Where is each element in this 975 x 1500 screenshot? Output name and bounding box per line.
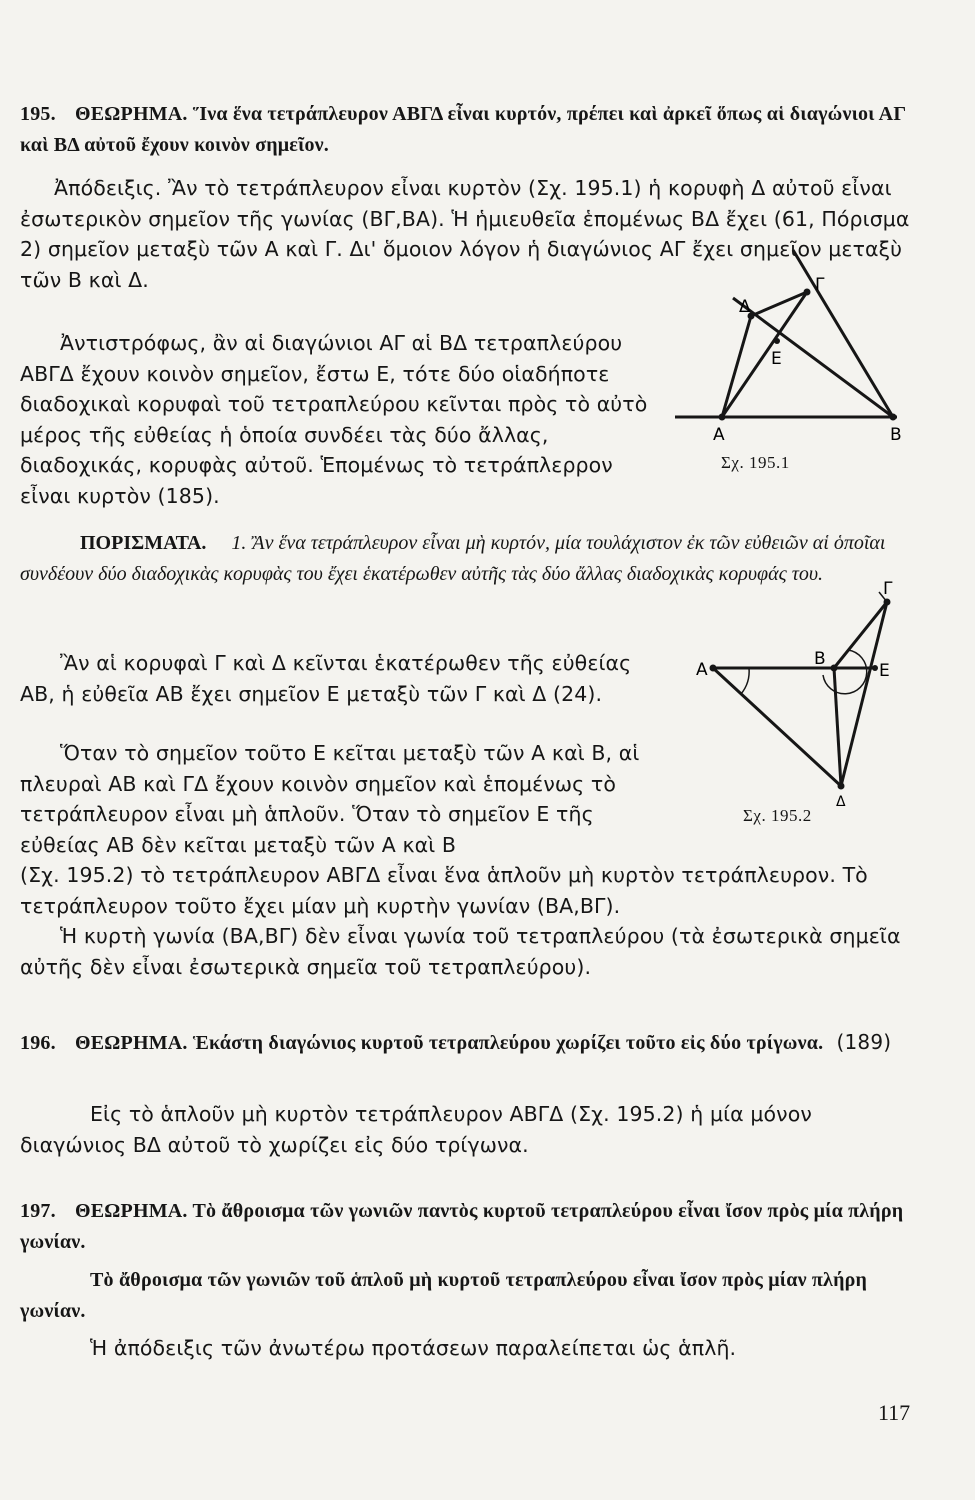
label-d: Δ <box>739 297 751 317</box>
theorem-statement: Τὸ ἄθροισμα τῶν γωνιῶν παντὸς κυρτοῦ τετραπλεύρου εἶναι ἴσον πρὸς μία πλήρη γωνίαν. <box>20 1200 904 1253</box>
section-number: 197. <box>20 1200 56 1222</box>
theorem-197 <box>20 1196 910 1258</box>
theorem-statement: Ἵνα ἕνα τετράπλευρον ΑΒΓΔ εἶναι κυρτόν, πρέπει καὶ ἀρκεῖ ὅπως αἱ διαγώνιοι ΑΓ καὶ ΒΔ αὐτοῦ ἔχουν κοινὸν σημεῖον. <box>20 103 906 156</box>
theorem-reference: (189) <box>836 1030 892 1054</box>
point-g <box>884 599 891 606</box>
point-g <box>804 289 811 296</box>
angle-arc-a <box>741 668 749 694</box>
point-e <box>872 665 878 671</box>
point-b <box>831 665 838 672</box>
section-number: 195. <box>20 103 56 125</box>
label-b: Β <box>890 425 902 445</box>
point-a <box>719 414 726 421</box>
figure-195-2 <box>693 580 908 825</box>
corollary-text-1: Ἂν αἱ κορυφαὶ Γ καὶ Δ κεῖνται ἑκατέρωθεν τῆς εὐθείας ΑΒ, ἡ εὐθεῖα ΑΒ ἔχει σημεῖον Ε μεταξὺ τῶν Γ καὶ Δ (24). <box>20 651 632 706</box>
label-d: Δ <box>836 794 846 810</box>
label-a: Α <box>713 425 725 445</box>
theorem-197-text: Ἡ ἀπόδειξις τῶν ἀνωτέρω προτάσεων παραλείπεται ὡς ἁπλῆ. <box>90 1336 737 1360</box>
theorem-heading: ΘΕΩΡΗΜΑ. <box>75 1200 188 1222</box>
theorem-heading: ΘΕΩΡΗΜΑ. <box>75 1032 188 1054</box>
theorem-heading: ΘΕΩΡΗΜΑ. <box>75 103 188 125</box>
theorem-196-text: Εἰς τὸ ἁπλοῦν μὴ κυρτὸν τετράπλευρον ΑΒΓΔ (Σχ. 195.2) ἡ μία μόνον διαγώνιος ΒΔ αὐτοῦ τὸ χωρίζει εἰς δύο τρίγωνα. <box>20 1102 812 1157</box>
theorem-statement-2: Τὸ ἄθροισμα τῶν γωνιῶν τοῦ ἁπλοῦ μὴ κυρτοῦ τετραπλεύρου εἶναι ἴσον πρὸς μίαν πλήρη γωνίαν. <box>20 1269 868 1322</box>
corollaries-heading: ΠΟΡΙΣΜΑΤΑ. <box>80 532 207 554</box>
corollary-text-2b: (Σχ. 195.2) τὸ τετράπλευρον ΑΒΓΔ εἶναι ἕνα ἁπλοῦν μὴ κυρτὸν τετράπλευρον. Τὸ τετράπλευρον τοῦτο ἔχει μίαν μὴ κυρτὴν γωνίαν (ΒΑ,ΒΓ). <box>20 863 868 918</box>
diagonal-bd <box>834 668 841 786</box>
label-a: Α <box>696 660 708 680</box>
corollary-paragraph-3 <box>20 921 915 982</box>
figure-caption: Σχ. 195.2 <box>743 806 812 825</box>
point-d <box>838 783 845 790</box>
label-g: Γ <box>883 580 893 599</box>
corollary-number: 1. <box>231 532 247 554</box>
figure-195-2-drawing <box>693 580 908 810</box>
figure-195-1-drawing <box>665 240 905 480</box>
side-ad <box>713 668 841 786</box>
corollary-paragraph-2b <box>20 860 915 921</box>
theorem-195 <box>20 99 910 161</box>
figure-195-1 <box>665 240 905 484</box>
proof-text-2: Ἀντιστρόφως, ἂν αἱ διαγώνιοι ΑΓ αἱ ΒΔ τετραπλεύρου ΑΒΓΔ ἔχουν κοινὸν σημεῖον, ἔστω Ε, τότε δύο οἱαδήποτε διαδοχικαὶ κορυφαὶ τοῦ τετραπλεύρου κεῖνται πρὸς τὸ αὐτὸ μέρος τῆς εὐθείας ἡ ὁποία συνδέει τὰς δύο ἄλλας, διαδοχικάς, κορυφὰς αὐτοῦ. Ἑπομένως τὸ τετράπλερρον εἶναι κυρτὸν (185). <box>20 331 648 508</box>
corollary-paragraph-2a <box>20 738 670 860</box>
theorem-197-statement-2 <box>20 1265 910 1327</box>
point-a <box>710 665 717 672</box>
page-number: 117 <box>878 1400 911 1425</box>
side-gb-extended <box>793 250 893 417</box>
corollary-paragraph-1 <box>20 648 670 709</box>
label-g: Γ <box>815 275 825 295</box>
corollary-statement: Ἂν ἕνα τετράπλευρον εἶναι μὴ κυρτόν, μία τουλάχιστον ἐκ τῶν εὐθειῶν αἱ ὁποῖαι συνδέουν δύο διαδοχικὰς κορυφὰς του ἔχει ἑκατέρωθεν αὐτῆς τὰς δύο ἄλλας διαδοχικὰς κορυφάς του. <box>20 532 886 585</box>
point-e <box>774 338 780 344</box>
proof-paragraph-2 <box>20 328 655 512</box>
proof-label: Ἀπόδειξις. <box>54 176 162 200</box>
theorem-196-body <box>20 1099 915 1160</box>
corollary-text-3: Ἡ κυρτὴ γωνία (ΒΑ,ΒΓ) δὲν εἶναι γωνία τοῦ τετραπλεύρου (τὰ ἐσωτερικὰ σημεῖα αὐτῆς δὲν εἶναι ἐσωτερικὰ σημεῖα τοῦ τετραπλεύρου). <box>20 924 901 979</box>
corollary-text-2a: Ὅταν τὸ σημεῖον τοῦτο Ε κεῖται μεταξὺ τῶν Α καὶ Β, αἱ πλευραὶ ΑΒ καὶ ΓΔ ἔχουν κοινὸν σημεῖον καὶ ἑπομένως τὸ τετράπλευρον εἶναι μὴ ἁπλοῦν. Ὅταν τὸ σημεῖον Ε τῆς εὐθείας ΑΒ δὲν κεῖται μεταξὺ τῶν Α καὶ Β <box>20 741 640 857</box>
label-e: Ε <box>771 349 782 369</box>
proof-text-1: Ἂν τὸ τετράπλευρον εἶναι κυρτὸν (Σχ. 195.1) ἡ κορυφὴ Δ αὐτοῦ εἶναι ἐσωτερικὸν σημεῖον τῆς γωνίας (ΒΓ,ΒΑ). Ἡ ἡμιευθεῖα ἑπομένως ΒΔ ἔχει (61, Πόρισμα 2) σημεῖον μεταξὺ τῶν Α καὶ Γ. Δι' ὅμοιον λόγον ἡ διαγώνιος ΑΓ ἔχει σημεῖον μεταξὺ τῶν Β καὶ Δ. <box>20 176 910 292</box>
theorem-197-body <box>20 1333 915 1364</box>
label-e: Ε <box>879 661 890 681</box>
figure-caption: Σχ. 195.1 <box>721 453 790 472</box>
label-b: Β <box>814 649 826 669</box>
theorem-196 <box>20 1027 910 1059</box>
section-number: 196. <box>20 1032 56 1054</box>
theorem-statement: Ἑκάστη διαγώνιος κυρτοῦ τετραπλεύρου χωρίζει τοῦτο εἰς δύο τρίγωνα. <box>192 1032 824 1054</box>
side-ad <box>722 316 751 417</box>
point-b <box>890 414 897 421</box>
diagonal-bd-extended <box>733 298 893 417</box>
